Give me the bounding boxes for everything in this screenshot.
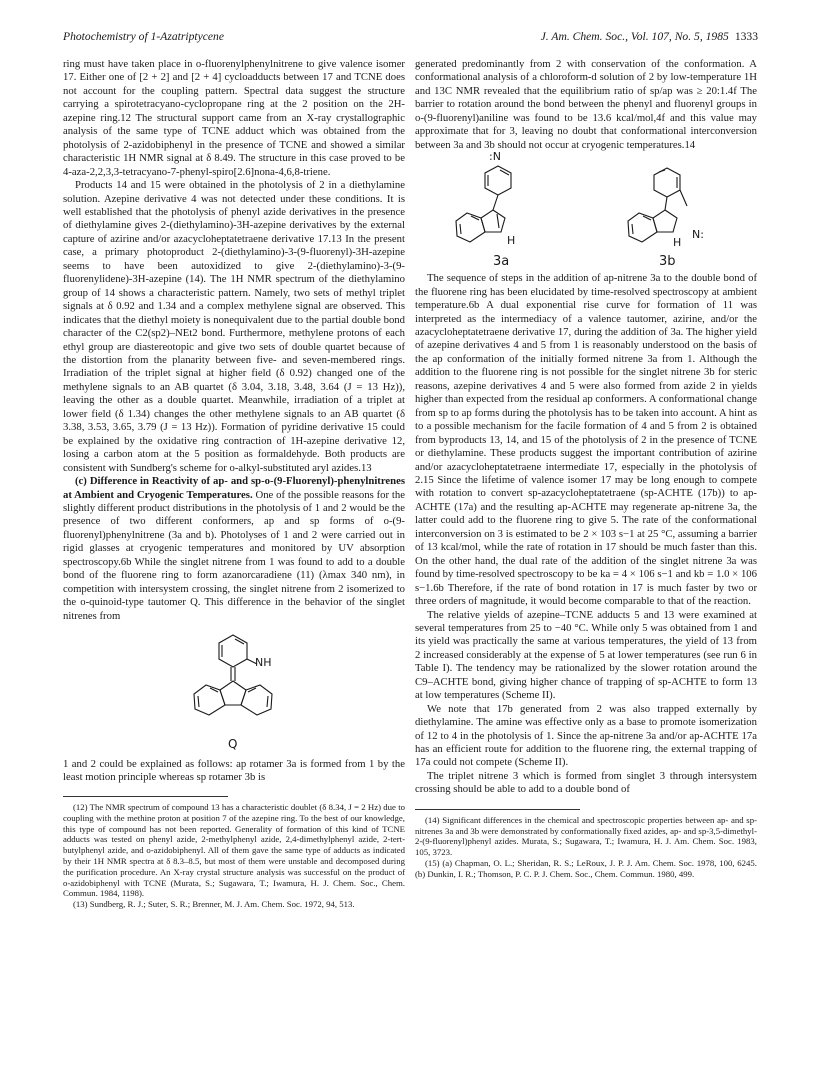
footnote-12: (12) The NMR spectrum of compound 13 has a characteristic doublet (δ 8.34, J = 2 Hz) due to coupling with the methine proton at position 7 of the azepine ring. To the best of our knowledge, this type of compound has not been reported. Generality of formation of this kind of TCNE adducts was tested on phenyl azide, 2-methylphenyl azide, 2,4-dimethylphenyl azide, 2-tert-butylphenyl azide, and o-azidobiphenyl. All of them gave the same type of adducts as indicated by their 1H NMR spectra at δ 8.3–8.5, but most of them were unstable and decomposed during the purification procedure. An X-ray crystal structure analysis was successful on the product of o-azidobiphenyl with TCNE (Murata, S.; Sugawara, T.; Iwamura, H. J. Chem. Soc., Chem. Commun. 1984, 1198). — [63, 801, 405, 899]
atom-label-n-3b: N: — [692, 228, 704, 242]
structures-3a-3b-figure — [415, 150, 757, 272]
structure-q-label: Q — [228, 737, 238, 752]
atom-label-h-3a: H — [507, 234, 516, 248]
page-number: 1333 — [734, 30, 758, 43]
paragraph: The triplet nitrene 3 which is formed from singlet 3 through intersystem crossing should be able to add to a double bond of — [415, 769, 757, 796]
paragraph: The relative yields of azepine–TCNE adducts 5 and 13 were examined at several temperatures from 25 to −40 °C. While only 5 was obtained from 1 and its yield was practically the same at various temperatures, the yield of 13 from 2 increased considerably at the expense of 5 at lower temperatures (see run 6 in Table I). The tendency may be rationalized by the slower rotation around the C9–ACHTE bond, giving higher chance of trapping of sp-ACHTE to form 13 at low temperatures (Scheme II). — [415, 608, 757, 702]
atom-label-nh: NH — [255, 656, 272, 670]
footnotes-right — [415, 809, 757, 880]
footnote-rule — [63, 796, 228, 797]
structure-q-figure — [63, 623, 405, 755]
atom-label-h-3b: H — [673, 236, 682, 250]
structure-3a-label: 3a — [493, 254, 510, 270]
right-column — [415, 58, 757, 880]
running-head-title: Photochemistry of 1-Azatriptycene — [63, 30, 224, 43]
footnote-15: (15) (a) Chapman, O. L.; Sheridan, R. S.; LeRoux, J. P. J. Am. Chem. Soc. 1978, 100, 6245. (b) Dunkin, I. R.; Thomson, P. C. P. J. Chem. Soc., Chem. Commun. 1980, 499. — [415, 858, 757, 879]
paragraph-text: One of the possible reasons for the slightly different product distributions in the photolysis of 1 and 2 would be the presence of two different conformers, ap and sp forms of o-(9-fluorenyl)phenylnitrene (3a and b). Photolyses of 1 and 2 were carried out in rigid glasses at cryogenic temperatures and monitored by UV absorption spectroscopy.6b While the singlet nitrene from 1 was found to add to a double bond of the fluorene ring to form azanorcaradiene (11) (λmax 340 nm), in competition with intersystem crossing, the singlet nitrene from 2 isomerized to the o-quinoid-type tautomer Q. This difference in the behavior of the singlet nitrenes from — [63, 488, 405, 622]
footnotes-left — [63, 796, 405, 910]
structure-3b-label: 3b — [659, 254, 676, 270]
paragraph: 1 and 2 could be explained as follows: ap rotamer 3a is formed from 1 by the least motion principle whereas sp rotamer 3b is — [63, 758, 405, 784]
footnote-rule — [415, 809, 580, 810]
atom-label-n-3a: :N — [489, 150, 501, 164]
paragraph: We note that 17b generated from 2 was also trapped externally by diethylamine. The amine was effective only as a base to promote isomerization of 12 to 4 in the photolysis of 1. Since the ap-nitrene 3a and/or ap-ACHTE 17a has an efficient route for addition to the fluorene ring, the external trapping of 17a could not compete (Scheme II). — [415, 702, 757, 769]
footnote-14: (14) Significant differences in the chemical and spectroscopic properties between ap- and sp-nitrenes 3a and 3b were demonstrated by conformationally fixed azides, ap- and sp-3,5-dimethyl-2-(9-fluorenyl)phenyl azides. Murata, S.; Sugawara, T.; Iwamura, H. J. Am. Chem. Soc. 1983, 105, 3723. — [415, 814, 757, 858]
structures-3a-3b-drawing — [415, 154, 757, 272]
paragraph: The sequence of steps in the addition of ap-nitrene 3a to the double bond of the fluorene ring has been elucidated by time-resolved spectroscopy at ambient temperature.6b A dual exponential rise curve for formation of 11 was interpreted as the intermediacy of a valence tautomer, azirine, and/or the azacycloheptatetraene derivative 17, during the addition of 3a. The higher yield of azepine derivatives 4 and 5 from 1 is reasonably understood on the basis of the ap conformation of the initially formed nitrene 3a from 1. Although the addition to the fluorene ring is not possible for the singlet nitrene 3b for steric reasons, azepine derivatives 4 and 5 were also formed from azide 2 in yields higher than expected from the residual ap conformers. A conformational change from sp to ap forms during the photolysis has to be taken into account. A hint as to a possible mechanism for the facile formation of 4 and 5 from 2 is obtained from byproducts 13, 14, and 15 of the photolysis of 2 in the presence of TCNE or diethylamine. These products suggest the important contribution of azirine and/or azacycloheptatetraene intermediate 17, especially in the photolysis of 2.15 Since the lifetime of valence isomer 17 may be long enough to compete with rotation to convert sp-azacycloheptatetraene (sp-ACHTE (17b)) to ap-ACHTE (17a) and the resulting ap-ACHTE may regenerate ap-nitrene 3a, the latter could add to the fluorene ring to give 5. The rate of the conformational interconversion on 3 is estimated to be 2 × 103 s−1 at 25 °C, assuming a barrier of 13 kcal/mol, while the rate of rotation in 17 should be much faster than this. On the other hand, the dual rate of the addition of the singlet nitrene 3a was found by time-resolved spectroscopy to be ka = 4 × 106 s−1 and kb = 1.0 × 106 s−1.6b Therefore, if the rate of bond rotation in 17 is much faster by two or three orders of magnitude, it would become comparable to that of the reaction. — [415, 272, 757, 608]
paragraph: generated predominantly from 2 with conservation of the conformation. A conformational analysis of a chloroform-d solution of 2 by low-temperature 1H and 13C NMR revealed that the equilibrium ratio of sp/ap was ≥ 20:1.4f The barrier to rotation around the bond between the phenyl and fluorenyl groups in o-(9-fluorenyl)aniline was found to be 13.6 kcal/mol,4f and this value may approximate that for 3, leaving no doubt that conformational interconversion between 3a and 3b should not occur at cryogenic temperatures.14 — [415, 58, 757, 151]
section-paragraph — [63, 475, 405, 623]
section-heading: (c) Difference in Reactivity of ap- and sp-o-(9-Fluorenyl)-phenylnitrenes at Ambient and Cryogenic Temperatures. — [63, 475, 405, 501]
journal-citation: J. Am. Chem. Soc., Vol. 107, No. 5, 1985 — [540, 30, 729, 43]
paragraph: Products 14 and 15 were obtained in the photolysis of 2 in a diethylamine solution. Azepine derivative 4 was not detected under these conditions. It is well established that the photolysis of phenyl azide derivatives in the presence of diethylamine gives 2-(diethylamino)-3H-azepine derivatives by the external capture of azirine and/or azacycloheptatetraene derivative 17.13 In the present case, a primary photoproduct 2-(diethylamino)-3-(9-fluorenyl)-3H-azepine seems to have been autoxidized to give 2-(diethylamino)-3-(9-fluorenylidene)-3H-azepine (14). The 1H NMR spectrum of the diethylamino group of 14 shows a characteristic pattern. Namely, two sets of methyl triplet signals at δ 0.92 and 1.34 and a complex methylene signal are observed. This indicates that the diethyl moiety is nonequivalent due to the partial double bond character of the C2(sp2)–NEt2 bond. Furthermore, methylene protons of each ethyl group are diastereotopic and give two sets of double quartet because of the distortion from the planarity between five- and seven-membered rings. Irradiation of the triplet signal at higher field (δ 0.92) changed one of the methylene signals to an AB quartet (δ 3.04, 3.18, 3.48, 3.64 (J = 13 Hz)), leaving the other as a double quartet. Meanwhile, irradiation of a triplet at lower field (δ 1.34) changes the other methylene signals to an AB quartet (δ 3.38, 3.53, 3.65, 3.79 (J = 13 Hz)). Formation of pyridine derivative 15 could be explained by the oxidative ring contraction of 1H-azepine derivative 12, losing a carbon atom at the 5 position as formaldehyde. Both products are consistent with Sundberg's scheme for o-alkyl-substituted aryl azides.13 — [63, 179, 405, 474]
paragraph: ring must have taken place in o-fluorenylphenylnitrene to give valence isomer 17. Either one of [2 + 2] and [2 + 4] cycloadducts between 17 and TCNE does not account for the coupling pattern. Spectral data suggest the structure carrying a spirotetracyano-cyclopropane ring at the 2 position on the 2H-azepine ring.12 The structural support came from an X-ray crystallographic analysis of the same type of TCNE adduct which was obtained from the photolysis of 2-azidobiphenyl in the presence of TCNE and showed a similar characteristic 1H NMR signal at δ 8.49. The structure in this case proved to be 4-aza-2,2,3,3-tetracyano-7-phenyl-spiro[2.6]nona-4,6,8-triene. — [63, 58, 405, 178]
structure-q-drawing — [63, 623, 405, 755]
footnote-13: (13) Sundberg, R. J.; Suter, S. R.; Brenner, M. J. Am. Chem. Soc. 1972, 94, 513. — [73, 899, 355, 910]
left-column — [63, 58, 405, 910]
running-head-journal — [541, 30, 758, 43]
